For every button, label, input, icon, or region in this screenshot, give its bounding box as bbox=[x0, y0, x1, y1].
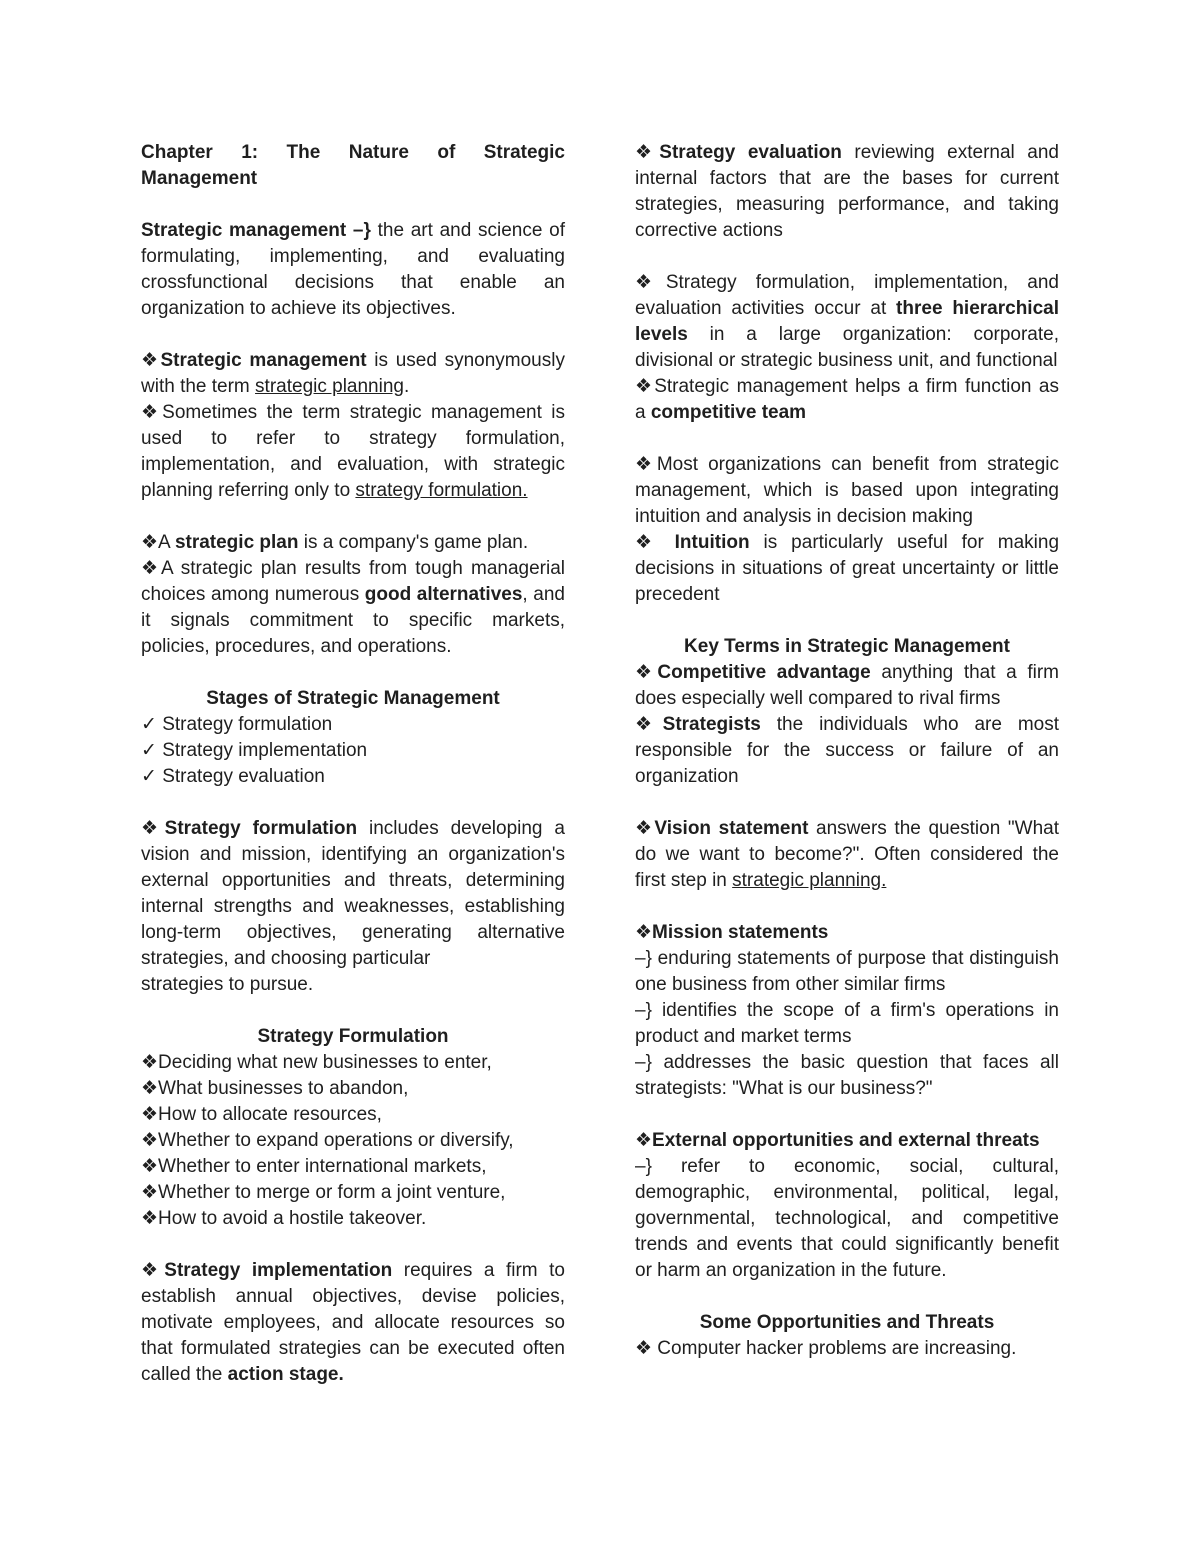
competitive-advantage-paragraph: ❖Competitive advantage anything that a firm does especially well compared to rival firms bbox=[635, 662, 1059, 709]
vision-paragraph: ❖Vision statement answers the question "What do we want to become?". Often considered the first step in strategic planning. bbox=[635, 818, 1059, 891]
list-item: ❖How to avoid a hostile takeover. bbox=[141, 1208, 427, 1229]
list-item: –} enduring statements of purpose that distinguish one business from other similar firms bbox=[635, 948, 1059, 995]
list-item: ❖How to allocate resources, bbox=[141, 1104, 382, 1125]
sometimes-paragraph: ❖Sometimes the term strategic management is used to refer to strategy formulation, implementation, and evaluation, with strategic planning referring only to strategy formulation. bbox=[141, 402, 565, 501]
stages-heading: Stages of Strategic Management bbox=[206, 688, 500, 709]
mission-heading: ❖Mission statements bbox=[635, 922, 829, 943]
list-item: ❖What businesses to abandon, bbox=[141, 1078, 409, 1099]
external-heading: ❖External opportunities and external threats bbox=[635, 1130, 1040, 1151]
benefit-paragraph: ❖Most organizations can benefit from strategic management, which is based upon integrating intuition and analysis in decision making bbox=[635, 454, 1059, 527]
list-item: ❖ Computer hacker problems are increasing. bbox=[635, 1338, 1017, 1359]
key-terms-heading: Key Terms in Strategic Management bbox=[684, 636, 1010, 657]
stages-list bbox=[141, 712, 565, 790]
sm-definition: Strategic management –} the art and science of formulating, implementing, and evaluating crossfunctional decisions that enable an organization to achieve its objectives. bbox=[141, 220, 565, 319]
formulation-list bbox=[141, 1050, 565, 1232]
synonym-paragraph: ❖Strategic management is used synonymously with the term strategic planning. bbox=[141, 350, 565, 397]
list-item: ✓ Strategy implementation bbox=[141, 740, 368, 761]
levels-paragraph: ❖Strategy formulation, implementation, and evaluation activities occur at three hierarchical levels in a large organization: corporate, divisional or strategic business unit, and functional bbox=[635, 272, 1059, 371]
external-paragraph: –} refer to economic, social, cultural, demographic, environmental, political, legal, governmental, technological, and competitive trends and events that could significantly benefit or harm an organization in the future. bbox=[635, 1156, 1059, 1281]
chapter-title: Chapter 1: The Nature of Strategic Management bbox=[141, 142, 565, 189]
formulation-definition-tail: strategies to pursue. bbox=[141, 974, 314, 995]
list-item: ❖Whether to expand operations or diversify, bbox=[141, 1130, 514, 1151]
intuition-paragraph: ❖ Intuition is particularly useful for making decisions in situations of great uncertainty or little precedent bbox=[635, 532, 1060, 605]
formulation-heading: Strategy Formulation bbox=[257, 1026, 449, 1047]
list-item: ❖Whether to enter international markets, bbox=[141, 1156, 487, 1177]
list-item: –} addresses the basic question that faces all strategists: "What is our business?" bbox=[635, 1052, 1059, 1099]
list-item: ✓ Strategy evaluation bbox=[141, 766, 325, 787]
formulation-definition: ❖Strategy formulation includes developing a vision and mission, identifying an organization's external opportunities and threats, determining internal strengths and weaknesses, establishing long-term objectives, generating alternative strategies, and choosing particular bbox=[141, 818, 565, 969]
opportunities-heading: Some Opportunities and Threats bbox=[699, 1312, 995, 1333]
list-item: –} identifies the scope of a firm's operations in product and market terms bbox=[635, 1000, 1059, 1047]
left-column bbox=[141, 140, 565, 1388]
strategic-plan-choices-paragraph: ❖A strategic plan results from tough managerial choices among numerous good alternatives, and it signals commitment to specific markets, policies, procedures, and operations. bbox=[141, 558, 565, 657]
list-item: ✓ Strategy formulation bbox=[141, 714, 333, 735]
evaluation-paragraph: ❖Strategy evaluation reviewing external and internal factors that are the bases for current strategies, measuring performance, and taking corrective actions bbox=[635, 142, 1060, 241]
strategists-paragraph: ❖Strategists the individuals who are most responsible for the success or failure of an organization bbox=[635, 714, 1059, 787]
list-item: ❖Deciding what new businesses to enter, bbox=[141, 1052, 492, 1073]
list-item: ❖Whether to merge or form a joint venture, bbox=[141, 1182, 506, 1203]
strategic-plan-paragraph: ❖A strategic plan is a company's game plan. bbox=[141, 532, 529, 553]
team-paragraph: ❖Strategic management helps a firm function as a competitive team bbox=[635, 376, 1059, 423]
right-column bbox=[635, 140, 1059, 1362]
implementation-paragraph: ❖Strategy implementation requires a firm to establish annual objectives, devise policies, motivate employees, and allocate resources so that formulated strategies can be executed often called the action stage. bbox=[141, 1260, 565, 1385]
